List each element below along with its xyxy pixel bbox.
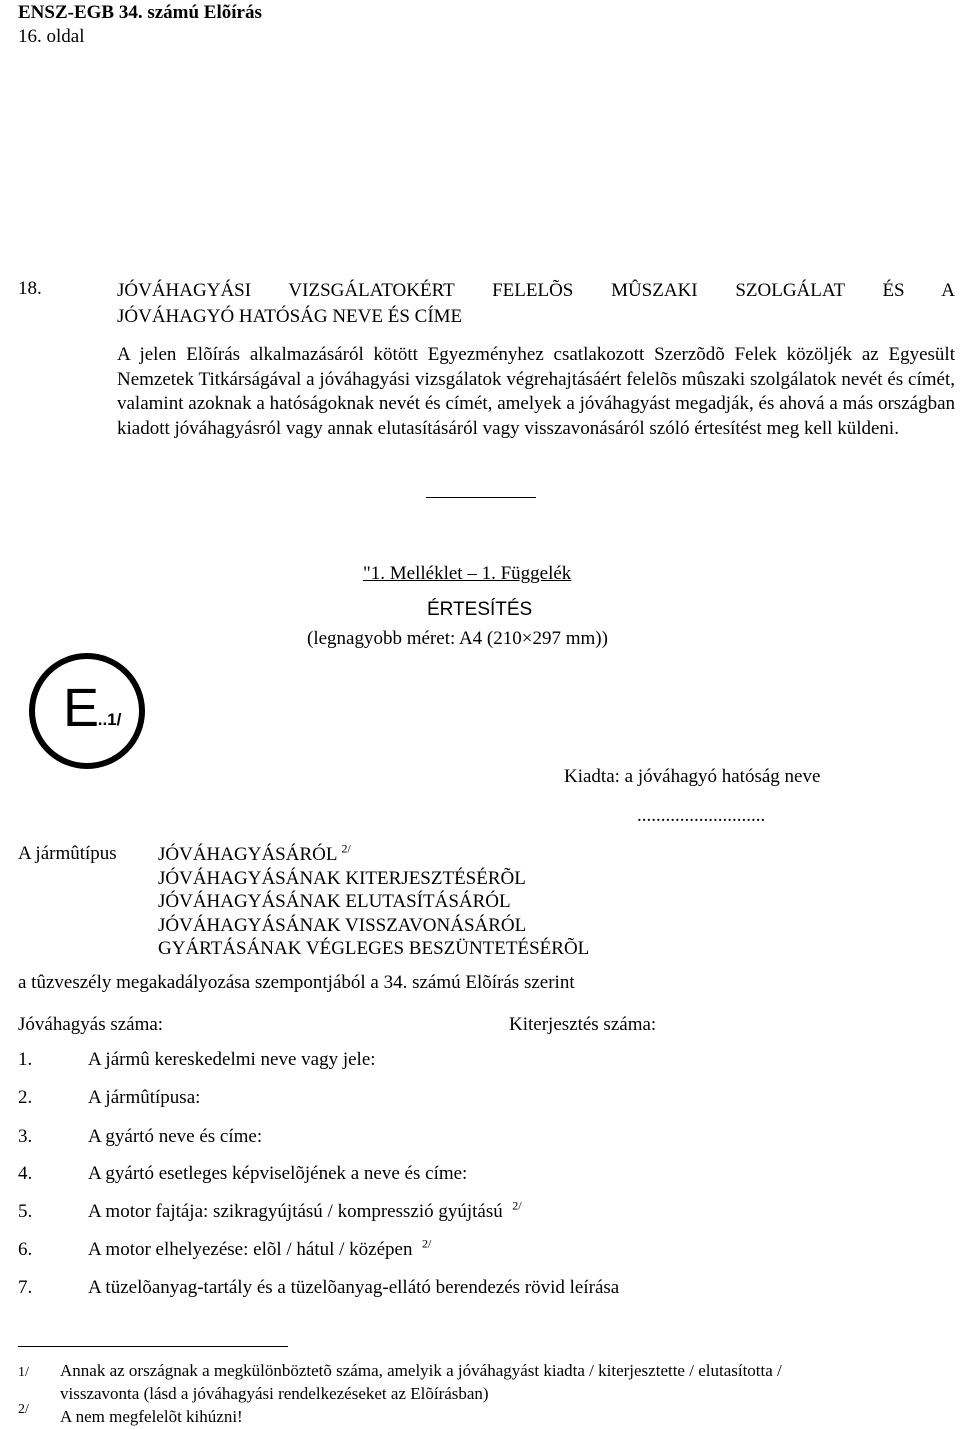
annex-heading: "1. Melléklet – 1. Függelék (363, 563, 572, 584)
footnote-mark: 1/ (18, 1365, 29, 1380)
list-item: 5. A motor fajtája: szikragyújtású / kompresszió gyújtású $^{2/}$ (18, 1198, 522, 1222)
footnote-ref: 2/ (341, 841, 351, 856)
vehicle-type-option: GYÁRTÁSÁNAK VÉGLEGES BESZÜNTETÉSÉRÕL (158, 938, 590, 959)
list-item: 1. A jármû kereskedelmi neve vagy jele: (18, 1049, 376, 1070)
section-number: 18. (18, 278, 42, 299)
approval-number-label: Jóváhagyás száma: (18, 1014, 164, 1035)
approval-mark-suffix: ...1/ (93, 710, 122, 729)
approval-mark-letter: E (63, 678, 100, 738)
issued-by-label: Kiadta: a jóváhagyó hatóság neve (564, 766, 821, 787)
section-body: A jelen Elõírás alkalmazásáról kötött Egyezményhez csatlakozott Szerzõdõ Felek közöljék az Egyesült Nemzetek Titkárságával a jóváhagyási vizsgálatok végrehajtásáért felelõs mûszaki szolgálatok nevét és címét, valamint azoknak a hatóságoknak nevét és címét, amelyek a jóváhagyást megadják, és ahová a más országban kiadott jóváhagyásról vagy annak elutasításáról vagy visszavonásáról szóló értesítést meg kell küldeni. (117, 344, 955, 439)
vehicle-type-option: JÓVÁHAGYÁSÁNAK ELUTASÍTÁSÁRÓL (158, 891, 511, 912)
vehicle-type-options (158, 843, 589, 961)
vehicle-type-option: JÓVÁHAGYÁSÁNAK KITERJESZTÉSÉRÕL (158, 867, 526, 889)
footnote-ref: 2/ (421, 1236, 432, 1251)
footnote-text: Annak az országnak a megkülönböztetõ száma, amelyik a jóváhagyást kiadta / kiterjesztette / elutasította / (60, 1361, 782, 1380)
document-title: ENSZ-EGB 34. számú Elõírás (18, 2, 262, 23)
section-title-line-2: JÓVÁHAGYÓ HATÓSÁG NEVE ÉS CÍME (117, 306, 463, 327)
vehicle-type-option: JÓVÁHAGYÁSÁRÓL $^{2/}$ (158, 841, 351, 865)
issued-by-dots: ........................... (637, 805, 766, 826)
list-item: 4. A gyártó esetleges képviselõjének a neve és címe: (18, 1163, 468, 1184)
separator-line (426, 497, 536, 498)
page-number: 16. oldal (18, 26, 85, 47)
vehicle-type-label: A jármûtípus (18, 843, 117, 864)
notice-subtitle: (legnagyobb méret: A4 (210×297 mm)) (307, 628, 608, 649)
list-item: 7. A tüzelõanyag-tartály és a tüzelõanyag-ellátó berendezés rövid leírása (18, 1277, 620, 1298)
footnote-mark: 2/ (18, 1402, 29, 1417)
footnote-ref: 2/ (512, 1198, 522, 1213)
list-item: 3. A gyártó neve és címe: (18, 1126, 263, 1147)
section-title-line-1: JÓVÁHAGYÁSI VIZSGÁLATOKÉRT FELELÕS MÛSZAKI SZOLGÁLAT ÉS A (117, 280, 955, 301)
regulation-line: a tûzveszély megakadályozása szempontjából a 34. számú Elõírás szerint (18, 972, 575, 993)
footnote-text: A nem megfelelõt kihúzni! (60, 1407, 243, 1426)
footnote-text: visszavonta (lásd a jóváhagyási rendelkezéseket az Elõírásban) (60, 1384, 489, 1403)
list-item: 6. A motor elhelyezése: elõl / hátul / középen $^{2/}$ (18, 1236, 432, 1260)
approval-mark-circle (29, 653, 145, 769)
extension-number-label: Kiterjesztés száma: (509, 1014, 657, 1035)
notice-title: ÉRTESÍTÉS (427, 599, 533, 620)
vehicle-type-option: JÓVÁHAGYÁSÁNAK VISSZAVONÁSÁRÓL (158, 914, 527, 936)
section-title (117, 278, 955, 330)
list-item: 2. A jármûtípusa: (18, 1087, 201, 1108)
footnote-separator (18, 1346, 288, 1347)
